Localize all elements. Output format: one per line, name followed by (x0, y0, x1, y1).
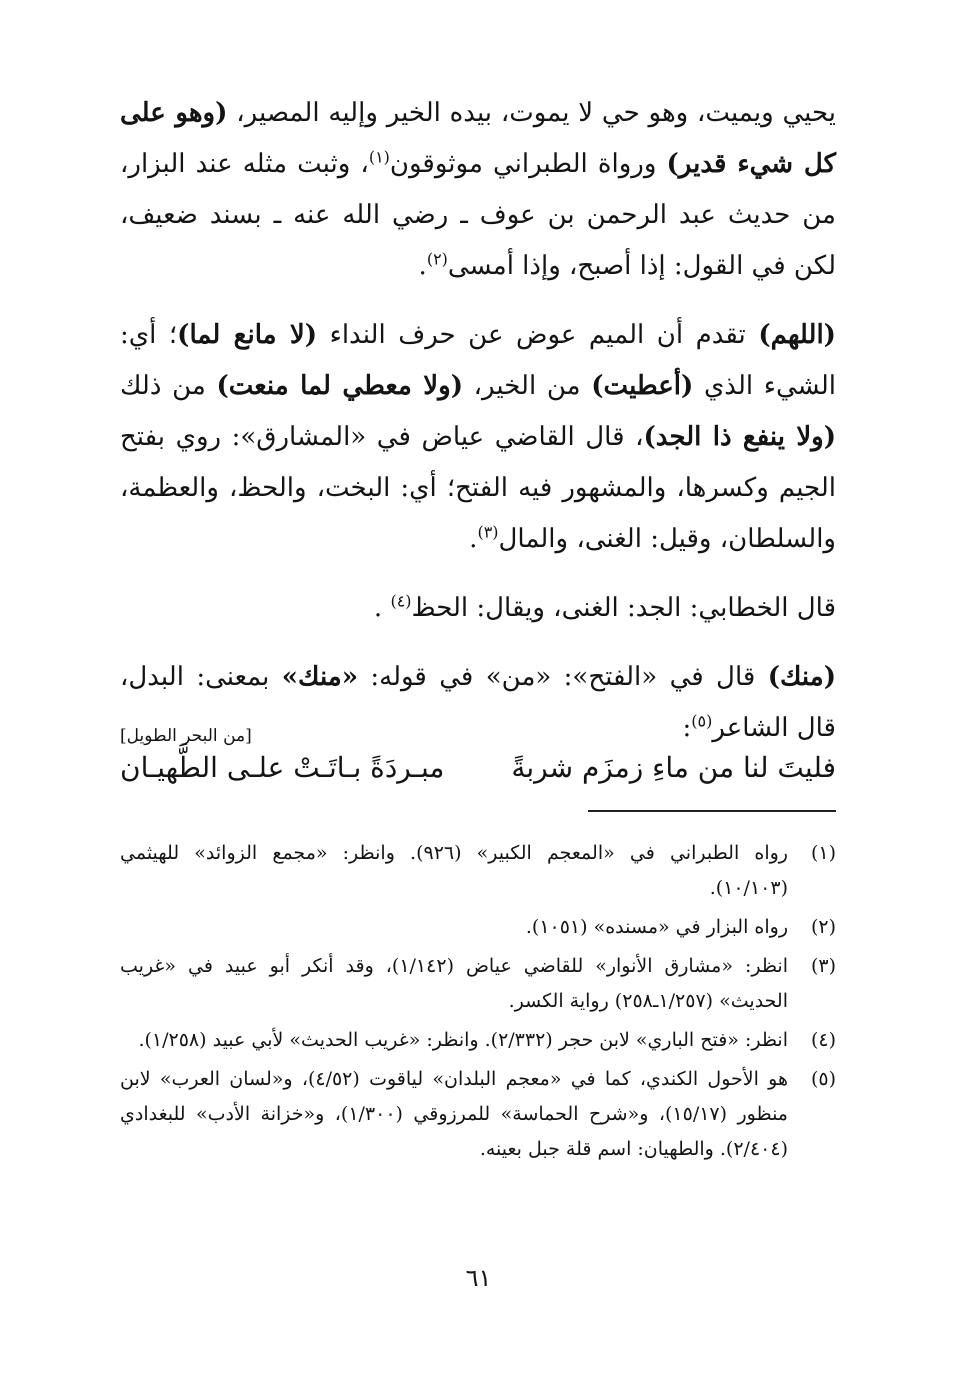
footnote-text: رواه البزار في «مسنده» (١٠٥١). (525, 916, 788, 938)
verse-first-hemistich: فليتَ لنا من ماءِ زمزَم شربةً (511, 751, 836, 784)
footnote-1 (120, 836, 836, 906)
bold-phrase: (ولا معطي لما منعت) (216, 371, 463, 401)
bold-phrase: «منك» (281, 662, 358, 692)
bold-phrase: (اللهم) (758, 320, 836, 350)
text-run: : (682, 713, 692, 743)
footnote-number: (٢) (810, 916, 836, 938)
footnote-separator (588, 810, 836, 812)
footnote-text: انظر: «مشارق الأنوار» للقاضي عياض (١/١٤٢)، وقد أنكر أبو عبيد في «غريب الحديث» (١/٢٥٧ـ٢٥٨) رواية الكسر. (120, 955, 788, 1012)
paragraph-1 (120, 88, 836, 292)
footnote-3 (120, 949, 836, 1019)
text-run: . (418, 251, 427, 281)
text-run: بمعنى: البدل، قال الشاعر (120, 662, 836, 743)
text-run: . (469, 524, 478, 554)
footnotes (120, 836, 836, 1171)
paragraph-3 (120, 583, 836, 634)
footnote-number: (٤) (810, 1029, 836, 1051)
footnote-5 (120, 1062, 836, 1167)
text-run: يحيي ويميت، وهو حي لا يموت، بيده الخير وإليه المصير، (227, 98, 837, 128)
bold-phrase: (منك) (767, 662, 836, 692)
main-text (120, 88, 836, 754)
footnote-number: (٥) (810, 1068, 836, 1090)
text-run: . (373, 593, 391, 623)
text-run: ، قال القاضي عياض في «المشارق»: روي بفتح الجيم وكسرها، والمشهور فيه الفتح؛ أي: البخت، والحظ، والعظمة، والسلطان، وقيل: الغنى، والمال (120, 422, 836, 554)
footnote-text: هو الأحول الكندي، كما في «معجم البلدان» لياقوت (٤/٥٢)، و«لسان العرب» لابن منظور (١٥/١٧)، و«شرح الحماسة» للمرزوقي (١/٣٠٠)، و«خزانة الأدب» للبغدادي (٢/٤٠٤). والطهيان: اسم قلة جبل بعينه. (120, 1068, 788, 1160)
paragraph-2 (120, 310, 836, 565)
text-run: من ذلك (120, 371, 217, 401)
poetic-meter-label: [من البحر الطويل] (120, 726, 252, 746)
footnote-number: (١) (810, 842, 836, 864)
footnote-text: رواه الطبراني في «المعجم الكبير» (٩٢٦). وانظر: «مجمع الزوائد» للهيثمي (١٠/١٠٣). (120, 842, 788, 899)
footnote-ref-4[interactable]: (٤) (390, 591, 412, 611)
bold-phrase: (وهو على كل شيء قدير) (120, 98, 836, 179)
footnote-text: انظر: «فتح الباري» لابن حجر (٢/٣٣٢). وانظر: «غريب الحديث» لأبي عبيد (١/٢٥٨). (138, 1029, 788, 1051)
verse-second-hemistich: مبـردَةً بـاتَـتْ علـى الطَّهيـان (120, 751, 445, 784)
text-run: ، وثبت مثله عند البزار، من حديث عبد الرحمن بن عوف ـ رضي الله عنه ـ بسند ضعيف، لكن في القول: إذا أصبح، وإذا أمسى (120, 149, 836, 281)
paragraph-4 (120, 652, 836, 754)
footnote-number: (٣) (810, 955, 836, 977)
text-run: ورواة الطبراني موثوقون (389, 149, 667, 179)
text-run: ؛ أي: الشيء الذي (120, 320, 836, 401)
poetry-verse (120, 742, 836, 794)
text-run: قال الخطابي: الجد: الغنى، ويقال: الحظ (411, 593, 836, 623)
footnote-2 (120, 910, 836, 945)
text-run: من الخير، (463, 371, 592, 401)
text-run: قال في «الفتح»: «من» في قوله: (357, 662, 768, 692)
page-number: ٦١ (465, 1264, 492, 1292)
footnote-ref-2[interactable]: (٢) (426, 249, 448, 269)
footnote-ref-1[interactable]: (١) (368, 147, 390, 167)
bold-phrase: (ولا ينفع ذا الجد) (643, 422, 837, 452)
footnote-ref-3[interactable]: (٣) (477, 522, 499, 542)
bold-phrase: (أعطيت) (591, 371, 694, 401)
footnote-4 (120, 1023, 836, 1058)
bold-phrase: (لا مانع لما) (177, 320, 318, 350)
text-run: تقدم أن الميم عوض عن حرف النداء (317, 320, 759, 350)
footnote-ref-5[interactable]: (٥) (691, 711, 713, 731)
